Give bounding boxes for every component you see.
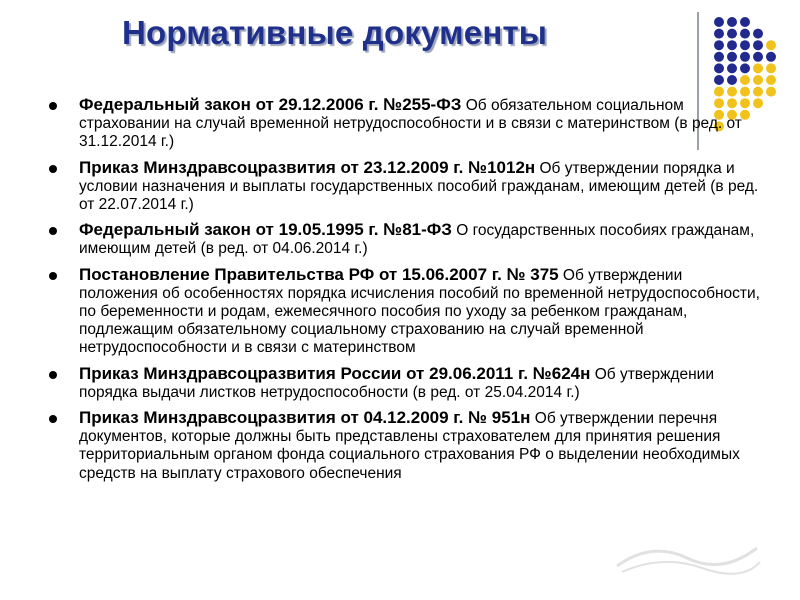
document-title: Федеральный закон от 29.12.2006 г. №255-ФЗ <box>79 95 462 114</box>
document-description: Об утверждении порядка выдачи листков нетрудоспособности (в ред. от 25.04.2014 г.) <box>79 365 714 401</box>
bullet-icon <box>49 415 57 423</box>
decor-dot <box>714 29 724 39</box>
decor-dot <box>766 63 776 73</box>
decor-dot <box>753 29 763 39</box>
document-description: Об утверждении порядка и условии назначения и выплаты государственных пособий гражданам, имеющим детей (в ред. от 22.07.2014 г.) <box>79 159 759 214</box>
decor-dot <box>714 52 724 62</box>
decor-dot <box>714 75 724 85</box>
bullet-icon <box>49 272 57 280</box>
decor-dot <box>740 29 750 39</box>
list-item <box>55 96 765 152</box>
faint-watermark-decoration <box>612 536 762 576</box>
page-title: Нормативные документы <box>122 14 548 51</box>
document-title: Приказ Минздравсоцразвития России от 29.06.2011 г. №624н <box>79 363 591 383</box>
decor-dot <box>753 52 763 62</box>
list-item <box>55 159 765 215</box>
decor-dot <box>766 87 776 97</box>
document-title: Приказ Минздравсоцразвития от 04.12.2009 г. № 951н <box>79 408 531 428</box>
list-item <box>55 409 765 483</box>
bullet-icon <box>49 165 57 173</box>
decor-dot <box>727 75 737 85</box>
documents-list <box>55 96 765 490</box>
decor-dot <box>727 40 737 50</box>
decor-dot <box>727 29 737 39</box>
decor-dot <box>766 40 776 50</box>
document-description: Об утверждении перечня документов, которые должны быть представлены страхователем для принятия решения территориальным органом фонда социального страхования РФ о выделении необходимых средств на выплату страхового обеспечения <box>79 410 740 482</box>
document-title: Приказ Минздравсоцразвития от 23.12.2009 г. №1012н <box>79 157 536 177</box>
decor-dot <box>740 63 750 73</box>
document-description: О государственных пособиях гражданам, имеющим детей (в ред. от 04.06.2014 г.) <box>79 222 755 258</box>
decor-dot <box>740 17 750 27</box>
bullet-icon <box>49 227 57 235</box>
decor-dot <box>727 17 737 27</box>
decor-dot <box>740 40 750 50</box>
decor-dot <box>753 75 763 85</box>
list-item <box>55 365 765 402</box>
bullet-icon <box>49 371 57 379</box>
document-description: Об утверждении положения об особенностях порядка исчисления пособий по временной нетрудоспособности, по беременности и родам, ежемесячного пособия по уходу за ребенком гражданам, подлежащим обязательному социальному страхованию на случай временной нетрудоспособности и в связи с материнством <box>79 266 760 357</box>
decor-dot <box>753 63 763 73</box>
decor-dot <box>727 52 737 62</box>
decor-dot <box>740 75 750 85</box>
decor-dot <box>766 75 776 85</box>
decor-dot <box>727 63 737 73</box>
decor-dot <box>714 17 724 27</box>
document-title: Федеральный закон от 19.05.1995 г. №81-ФЗ <box>79 220 452 240</box>
list-item <box>55 221 765 258</box>
decor-dot <box>766 52 776 62</box>
decor-dot <box>714 63 724 73</box>
list-item <box>55 266 765 358</box>
decor-dot <box>714 40 724 50</box>
bullet-icon <box>49 102 57 110</box>
decor-dot <box>740 52 750 62</box>
decor-dot <box>753 40 763 50</box>
document-description: Об обязательном социальном страховании на случай временной нетрудоспособности и в связи с материнством (в ред. от 31.12.2014 г.) <box>79 97 742 151</box>
document-title: Постановление Правительства РФ от 15.06.2007 г. № 375 <box>79 264 559 284</box>
